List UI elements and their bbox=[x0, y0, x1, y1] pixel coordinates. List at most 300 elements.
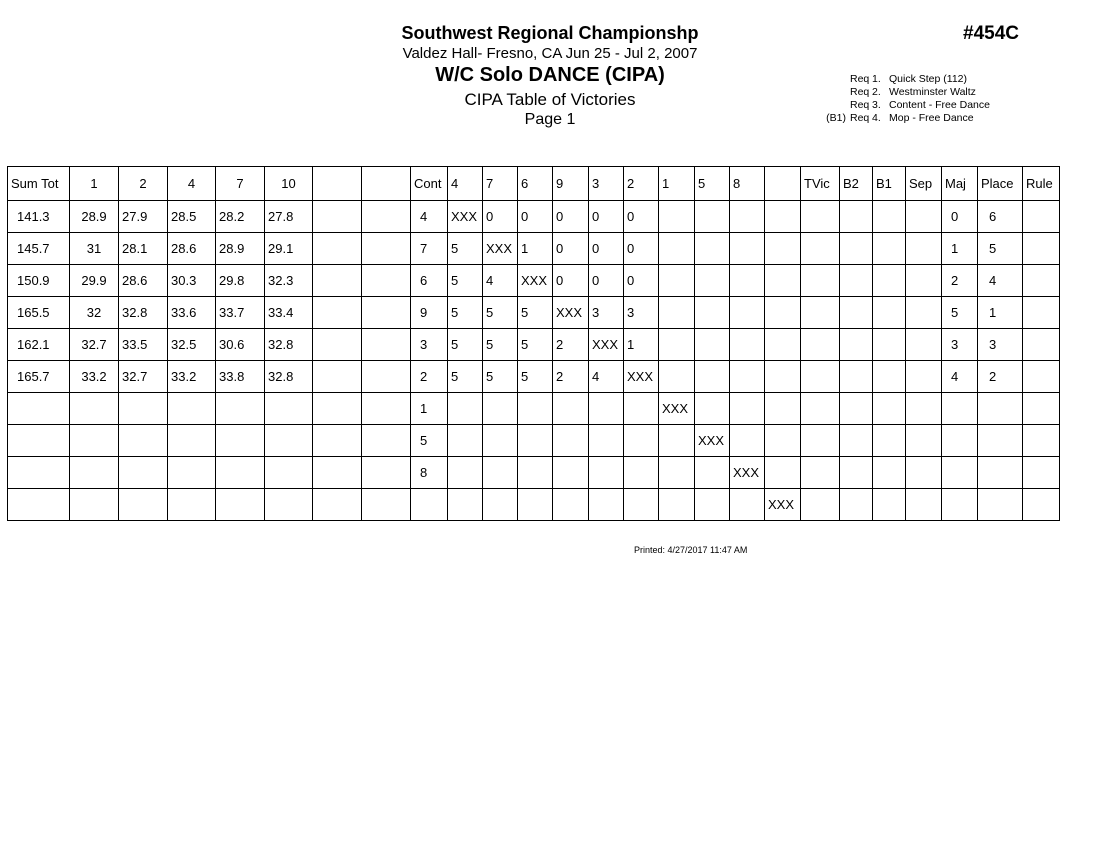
requirement-item bbox=[800, 73, 990, 86]
table-cell: 5 bbox=[483, 297, 518, 329]
table-cell bbox=[906, 361, 942, 393]
table-cell: 5 bbox=[448, 297, 483, 329]
table-cell bbox=[840, 329, 873, 361]
table-cell bbox=[589, 457, 624, 489]
table-cell: 29.1 bbox=[265, 233, 313, 265]
table-cell bbox=[1023, 233, 1060, 265]
table-cell: 6 bbox=[978, 201, 1023, 233]
table-cell: 1 bbox=[942, 233, 978, 265]
table-cell: XXX bbox=[624, 361, 659, 393]
table-cell: XXX bbox=[483, 233, 518, 265]
table-cell bbox=[873, 457, 906, 489]
table-cell bbox=[624, 393, 659, 425]
table-cell: 29.9 bbox=[70, 265, 119, 297]
table-cell: 28.1 bbox=[119, 233, 168, 265]
table-cell: 28.6 bbox=[119, 265, 168, 297]
table-cell bbox=[659, 329, 695, 361]
table-cell bbox=[362, 201, 411, 233]
table-cell bbox=[765, 457, 801, 489]
requirement-item bbox=[800, 112, 990, 125]
table-cell bbox=[362, 425, 411, 457]
table-cell bbox=[659, 297, 695, 329]
table-cell bbox=[906, 489, 942, 521]
table-cell bbox=[1023, 361, 1060, 393]
report-title: Southwest Regional Championshp bbox=[401, 23, 699, 43]
table-cell bbox=[801, 297, 840, 329]
table-cell bbox=[765, 201, 801, 233]
table-cell bbox=[906, 329, 942, 361]
column-header: 4 bbox=[168, 167, 216, 201]
table-cell bbox=[659, 489, 695, 521]
table-cell: 3 bbox=[624, 297, 659, 329]
table-cell bbox=[1023, 425, 1060, 457]
table-cell bbox=[978, 425, 1023, 457]
table-cell bbox=[483, 425, 518, 457]
table-cell bbox=[840, 457, 873, 489]
table-cell bbox=[906, 201, 942, 233]
table-cell: XXX bbox=[589, 329, 624, 361]
column-header: 7 bbox=[483, 167, 518, 201]
column-header: B1 bbox=[873, 167, 906, 201]
column-header: 9 bbox=[553, 167, 589, 201]
table-cell bbox=[1023, 329, 1060, 361]
column-header: 5 bbox=[695, 167, 730, 201]
table-cell: 28.2 bbox=[216, 201, 265, 233]
table-cell bbox=[313, 361, 362, 393]
column-header: 10 bbox=[265, 167, 313, 201]
table-cell bbox=[362, 361, 411, 393]
requirement-text: Quick Step (112) bbox=[889, 73, 968, 85]
column-header: Sum Tot bbox=[8, 167, 70, 201]
table-cell bbox=[801, 329, 840, 361]
table-cell bbox=[313, 457, 362, 489]
requirement-number: 3. bbox=[872, 99, 881, 111]
table-cell bbox=[518, 393, 553, 425]
column-header bbox=[313, 167, 362, 201]
column-header: 6 bbox=[518, 167, 553, 201]
table-cell: 29.8 bbox=[216, 265, 265, 297]
table-row bbox=[8, 329, 1060, 361]
table-of-victories bbox=[7, 166, 1060, 521]
table-cell bbox=[801, 425, 840, 457]
table-cell bbox=[362, 393, 411, 425]
table-cell: 5 bbox=[518, 329, 553, 361]
requirement-prefix bbox=[800, 99, 850, 112]
table-cell bbox=[801, 489, 840, 521]
table-cell bbox=[1023, 393, 1060, 425]
table-cell bbox=[765, 265, 801, 297]
table-cell: 32.8 bbox=[265, 361, 313, 393]
table-cell: 0 bbox=[553, 233, 589, 265]
table-cell: 33.8 bbox=[216, 361, 265, 393]
table-cell bbox=[906, 457, 942, 489]
table-cell bbox=[801, 233, 840, 265]
table-cell: 4 bbox=[589, 361, 624, 393]
table-cell bbox=[730, 425, 765, 457]
table-cell bbox=[313, 233, 362, 265]
table-cell: 32.7 bbox=[70, 329, 119, 361]
column-header: B2 bbox=[840, 167, 873, 201]
table-cell: 32 bbox=[70, 297, 119, 329]
table-cell: 1 bbox=[411, 393, 448, 425]
table-cell bbox=[518, 425, 553, 457]
table-cell bbox=[730, 297, 765, 329]
table-cell bbox=[313, 489, 362, 521]
table-cell: XXX bbox=[448, 201, 483, 233]
table-cell: 28.6 bbox=[168, 233, 216, 265]
table-cell: 28.5 bbox=[168, 201, 216, 233]
table-cell bbox=[448, 489, 483, 521]
column-header bbox=[765, 167, 801, 201]
table-cell bbox=[730, 329, 765, 361]
table-cell bbox=[313, 393, 362, 425]
table-cell bbox=[8, 425, 70, 457]
table-cell bbox=[906, 233, 942, 265]
table-cell bbox=[873, 233, 906, 265]
table-cell bbox=[589, 489, 624, 521]
table-cell bbox=[730, 361, 765, 393]
requirement-word: Req bbox=[850, 112, 870, 124]
table-cell bbox=[765, 329, 801, 361]
requirement-item bbox=[800, 86, 990, 99]
table-cell: 5 bbox=[448, 361, 483, 393]
table-cell bbox=[801, 361, 840, 393]
table-row bbox=[8, 265, 1060, 297]
table-cell: 33.2 bbox=[168, 361, 216, 393]
table-cell: XXX bbox=[518, 265, 553, 297]
requirement-text: Mop - Free Dance bbox=[889, 112, 974, 124]
table-cell bbox=[168, 425, 216, 457]
table-cell bbox=[216, 393, 265, 425]
table-cell bbox=[1023, 265, 1060, 297]
column-header: 1 bbox=[659, 167, 695, 201]
column-header: Place bbox=[978, 167, 1023, 201]
table-cell: 32.3 bbox=[265, 265, 313, 297]
table-cell: 0 bbox=[589, 233, 624, 265]
table-cell: 2 bbox=[553, 329, 589, 361]
table-cell bbox=[906, 297, 942, 329]
table-cell bbox=[801, 201, 840, 233]
table-cell bbox=[942, 393, 978, 425]
table-cell: 27.8 bbox=[265, 201, 313, 233]
requirement-number: 4. bbox=[872, 112, 881, 124]
table-cell bbox=[589, 393, 624, 425]
table-cell: 9 bbox=[411, 297, 448, 329]
table-cell bbox=[553, 457, 589, 489]
table-cell: 4 bbox=[483, 265, 518, 297]
table-cell bbox=[840, 265, 873, 297]
table-cell: 0 bbox=[624, 265, 659, 297]
table-cell bbox=[873, 489, 906, 521]
table-row bbox=[8, 457, 1060, 489]
table-cell: 32.5 bbox=[168, 329, 216, 361]
requirement-prefix bbox=[800, 73, 850, 86]
column-header: 4 bbox=[448, 167, 483, 201]
table-cell bbox=[765, 233, 801, 265]
table-cell bbox=[119, 425, 168, 457]
table-cell bbox=[70, 425, 119, 457]
table-cell bbox=[659, 425, 695, 457]
requirement-prefix bbox=[800, 86, 850, 99]
table-cell bbox=[659, 361, 695, 393]
column-header: Sep bbox=[906, 167, 942, 201]
table-cell bbox=[906, 393, 942, 425]
table-cell bbox=[695, 297, 730, 329]
table-cell: 28.9 bbox=[216, 233, 265, 265]
table-cell bbox=[265, 393, 313, 425]
table-cell: 8 bbox=[411, 457, 448, 489]
table-cell bbox=[765, 297, 801, 329]
table-cell bbox=[553, 393, 589, 425]
table-cell bbox=[695, 361, 730, 393]
table-cell bbox=[448, 457, 483, 489]
table-cell: 2 bbox=[553, 361, 589, 393]
table-cell bbox=[70, 489, 119, 521]
table-cell bbox=[265, 425, 313, 457]
table-row bbox=[8, 393, 1060, 425]
table-cell: 165.7 bbox=[8, 361, 70, 393]
table-cell: 28.9 bbox=[70, 201, 119, 233]
table-row bbox=[8, 489, 1060, 521]
table-cell: XXX bbox=[730, 457, 765, 489]
table-row bbox=[8, 425, 1060, 457]
table-cell: 5 bbox=[448, 329, 483, 361]
table-cell bbox=[216, 425, 265, 457]
column-header: 2 bbox=[624, 167, 659, 201]
table-cell bbox=[362, 329, 411, 361]
printed-timestamp: Printed: 4/27/2017 11:47 AM bbox=[634, 545, 748, 555]
table-cell: 1 bbox=[624, 329, 659, 361]
table-cell bbox=[730, 201, 765, 233]
table-cell bbox=[765, 361, 801, 393]
table-cell: 5 bbox=[411, 425, 448, 457]
requirement-prefix: (B1) bbox=[826, 112, 846, 124]
table-cell: 165.5 bbox=[8, 297, 70, 329]
table-cell: 5 bbox=[483, 361, 518, 393]
requirement-number: 2. bbox=[872, 86, 881, 98]
column-header: Maj bbox=[942, 167, 978, 201]
table-cell bbox=[873, 297, 906, 329]
table-cell: 5 bbox=[483, 329, 518, 361]
table-cell bbox=[589, 425, 624, 457]
table-cell bbox=[695, 265, 730, 297]
table-cell bbox=[518, 489, 553, 521]
table-cell bbox=[70, 457, 119, 489]
requirement-text: Content - Free Dance bbox=[889, 99, 990, 111]
table-cell bbox=[362, 457, 411, 489]
table-cell bbox=[730, 393, 765, 425]
table-cell bbox=[119, 457, 168, 489]
table-cell: XXX bbox=[695, 425, 730, 457]
table-cell: 4 bbox=[942, 361, 978, 393]
table-cell bbox=[313, 265, 362, 297]
table-cell bbox=[362, 297, 411, 329]
table-cell bbox=[411, 489, 448, 521]
table-cell bbox=[978, 457, 1023, 489]
table-cell bbox=[448, 393, 483, 425]
table-cell: 5 bbox=[518, 361, 553, 393]
table-cell bbox=[840, 201, 873, 233]
table-cell bbox=[695, 201, 730, 233]
table-cell bbox=[840, 393, 873, 425]
table-cell: 5 bbox=[942, 297, 978, 329]
table-cell bbox=[8, 393, 70, 425]
table-cell: 4 bbox=[411, 201, 448, 233]
table-cell: 27.9 bbox=[119, 201, 168, 233]
table-cell bbox=[765, 425, 801, 457]
table-cell: 31 bbox=[70, 233, 119, 265]
table-cell: 0 bbox=[553, 265, 589, 297]
table-cell bbox=[695, 233, 730, 265]
table-cell bbox=[765, 393, 801, 425]
table-cell bbox=[362, 265, 411, 297]
table-cell bbox=[8, 457, 70, 489]
table-cell bbox=[840, 361, 873, 393]
table-cell: 5 bbox=[518, 297, 553, 329]
table-cell: 33.2 bbox=[70, 361, 119, 393]
requirement-text: Westminster Waltz bbox=[889, 86, 976, 98]
table-cell: 3 bbox=[411, 329, 448, 361]
table-cell: 32.8 bbox=[265, 329, 313, 361]
table-cell: 0 bbox=[518, 201, 553, 233]
page-number: Page 1 bbox=[524, 111, 576, 128]
table-cell bbox=[873, 361, 906, 393]
table-cell bbox=[216, 457, 265, 489]
table-cell: 0 bbox=[624, 201, 659, 233]
table-cell bbox=[730, 233, 765, 265]
table-cell: 141.3 bbox=[8, 201, 70, 233]
table-cell: 33.5 bbox=[119, 329, 168, 361]
column-header: 7 bbox=[216, 167, 265, 201]
table-cell bbox=[659, 233, 695, 265]
table-cell: 5 bbox=[448, 233, 483, 265]
requirement-word: Req bbox=[850, 99, 870, 111]
table-cell bbox=[695, 489, 730, 521]
table-cell: 0 bbox=[589, 265, 624, 297]
table-cell: 145.7 bbox=[8, 233, 70, 265]
table-cell: 7 bbox=[411, 233, 448, 265]
requirement-item bbox=[800, 99, 990, 112]
table-cell bbox=[362, 233, 411, 265]
table-cell bbox=[801, 265, 840, 297]
table-cell bbox=[730, 265, 765, 297]
table-cell bbox=[119, 393, 168, 425]
table-cell bbox=[168, 489, 216, 521]
table-cell: 2 bbox=[978, 361, 1023, 393]
table-cell bbox=[695, 393, 730, 425]
table-cell bbox=[873, 393, 906, 425]
table-cell: 0 bbox=[483, 201, 518, 233]
table-cell: XXX bbox=[553, 297, 589, 329]
requirement-word: Req bbox=[850, 73, 870, 85]
table-cell bbox=[624, 489, 659, 521]
table-cell bbox=[553, 489, 589, 521]
event-code: #454C bbox=[963, 23, 1019, 44]
table-cell bbox=[873, 329, 906, 361]
table-cell bbox=[840, 297, 873, 329]
table-cell bbox=[265, 457, 313, 489]
table-cell bbox=[483, 489, 518, 521]
table-row bbox=[8, 233, 1060, 265]
table-cell: 3 bbox=[942, 329, 978, 361]
table-cell: 5 bbox=[978, 233, 1023, 265]
table-cell: 0 bbox=[624, 233, 659, 265]
table-cell: 3 bbox=[978, 329, 1023, 361]
column-header: 8 bbox=[730, 167, 765, 201]
table-cell: 32.7 bbox=[119, 361, 168, 393]
table-cell bbox=[840, 489, 873, 521]
table-cell bbox=[873, 425, 906, 457]
table-cell bbox=[553, 425, 589, 457]
table-cell bbox=[518, 457, 553, 489]
table-cell: 0 bbox=[942, 201, 978, 233]
table-cell bbox=[216, 489, 265, 521]
table-cell bbox=[978, 489, 1023, 521]
table-cell bbox=[906, 425, 942, 457]
report-subtitle: CIPA Table of Victories bbox=[464, 90, 636, 109]
table-cell bbox=[942, 425, 978, 457]
table-cell: 1 bbox=[518, 233, 553, 265]
column-header: 1 bbox=[70, 167, 119, 201]
table-cell: 1 bbox=[978, 297, 1023, 329]
requirements-list bbox=[800, 73, 990, 125]
column-header: 3 bbox=[589, 167, 624, 201]
table-cell bbox=[313, 329, 362, 361]
table-cell: 33.6 bbox=[168, 297, 216, 329]
table-cell bbox=[942, 489, 978, 521]
table-cell bbox=[1023, 457, 1060, 489]
table-cell bbox=[942, 457, 978, 489]
table-cell bbox=[840, 425, 873, 457]
table-cell bbox=[659, 201, 695, 233]
table-cell bbox=[906, 265, 942, 297]
table-cell bbox=[624, 425, 659, 457]
table-cell bbox=[730, 489, 765, 521]
table-cell: 33.7 bbox=[216, 297, 265, 329]
column-header: Cont bbox=[411, 167, 448, 201]
table-cell: 2 bbox=[942, 265, 978, 297]
event-name: W/C Solo DANCE (CIPA) bbox=[435, 64, 665, 86]
table-cell bbox=[362, 489, 411, 521]
requirement-word: Req bbox=[850, 86, 870, 98]
table-cell bbox=[1023, 201, 1060, 233]
table-cell bbox=[1023, 297, 1060, 329]
table-cell bbox=[695, 457, 730, 489]
column-header: Rule bbox=[1023, 167, 1060, 201]
table-cell: 4 bbox=[978, 265, 1023, 297]
column-header: TVic bbox=[801, 167, 840, 201]
table-cell bbox=[168, 457, 216, 489]
table-cell: 2 bbox=[411, 361, 448, 393]
table-cell bbox=[659, 457, 695, 489]
column-header bbox=[362, 167, 411, 201]
table-cell: 162.1 bbox=[8, 329, 70, 361]
table-cell bbox=[313, 201, 362, 233]
table-row bbox=[8, 361, 1060, 393]
table-cell: XXX bbox=[659, 393, 695, 425]
table-cell bbox=[801, 457, 840, 489]
table-cell bbox=[659, 265, 695, 297]
table-cell bbox=[265, 489, 313, 521]
table-cell: 0 bbox=[589, 201, 624, 233]
table-cell bbox=[448, 425, 483, 457]
table-cell: 3 bbox=[589, 297, 624, 329]
table-cell: 150.9 bbox=[8, 265, 70, 297]
table-cell bbox=[801, 393, 840, 425]
table-cell bbox=[313, 425, 362, 457]
table-cell: 5 bbox=[448, 265, 483, 297]
table-cell: 30.3 bbox=[168, 265, 216, 297]
